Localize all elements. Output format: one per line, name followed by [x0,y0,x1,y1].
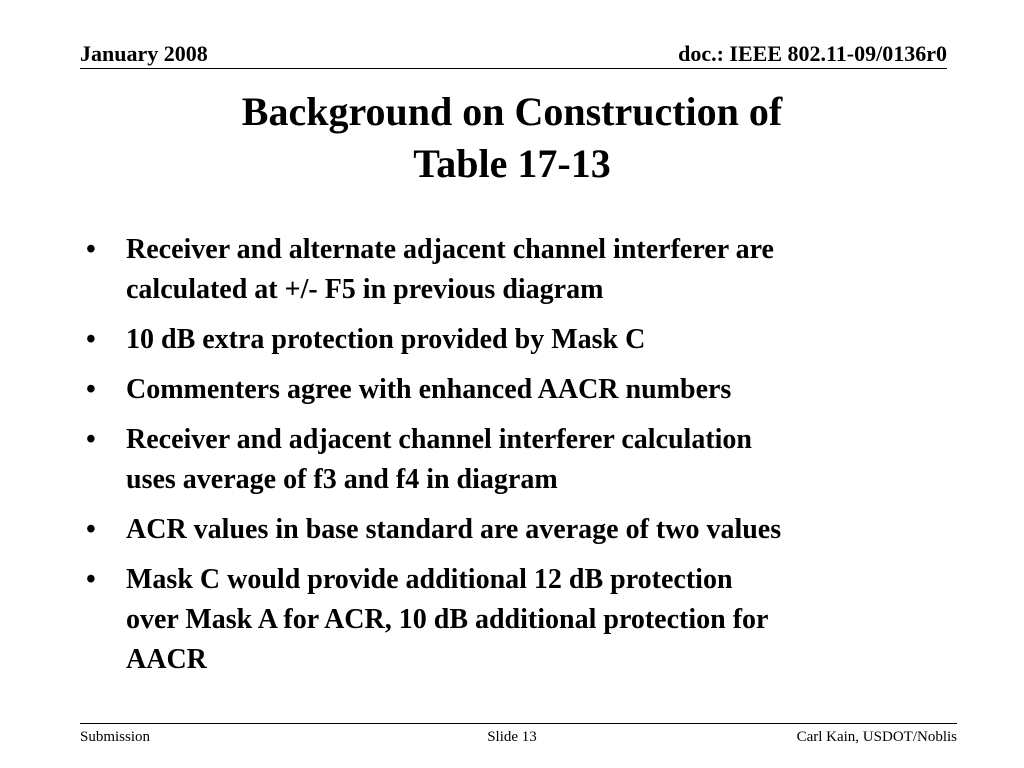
bullet-marker-icon: • [86,424,96,455]
bullet-text [126,560,950,680]
bullet-line: Commenters agree with enhanced AACR numbers [126,374,732,405]
bullet-item [80,420,950,500]
footer-author: Carl Kain, USDOT/Noblis [796,729,957,745]
header-date: January 2008 [80,41,208,66]
bullet-text [126,370,950,410]
slide-title [112,86,912,190]
bullet-item [80,370,950,410]
bullet-line: Receiver and alternate adjacent channel interferer are [126,234,774,265]
bullet-line: Mask C would provide additional 12 dB protection [126,564,733,595]
slide-title-line-1: Background on Construction of [241,89,783,134]
bullet-line: uses average of f3 and f4 in diagram [126,464,558,495]
bullet-line: ACR values in base standard are average of two values [126,514,782,545]
bullet-marker-icon: • [86,514,96,545]
bullet-item [80,230,950,310]
bullet-list [80,230,950,690]
bullet-item [80,560,950,680]
bullet-item [80,320,950,360]
bullet-line: AACR [126,644,207,675]
bullet-item [80,510,950,550]
bullet-text [126,420,950,500]
bullet-marker-icon: • [86,374,96,405]
bullet-line: Receiver and adjacent channel interferer calculation [126,424,752,455]
footer-submission: Submission [80,729,151,745]
bullet-marker-icon: • [86,324,96,355]
header-divider [80,68,947,69]
slide-title-line-2: Table 17-13 [413,141,611,186]
bullet-marker-icon: • [86,234,96,265]
bullet-text [126,510,950,550]
bullet-text [126,320,950,360]
bullet-marker-icon: • [86,564,96,595]
bullet-text [126,230,950,310]
bullet-line: calculated at +/- F5 in previous diagram [126,274,604,305]
bullet-line: over Mask A for ACR, 10 dB additional protection for [126,604,769,635]
footer-divider [80,723,957,724]
footer-slide-number: Slide 13 [487,729,537,745]
header-document-id: doc.: IEEE 802.11-09/0136r0 [678,41,947,66]
bullet-line: 10 dB extra protection provided by Mask C [126,324,646,355]
